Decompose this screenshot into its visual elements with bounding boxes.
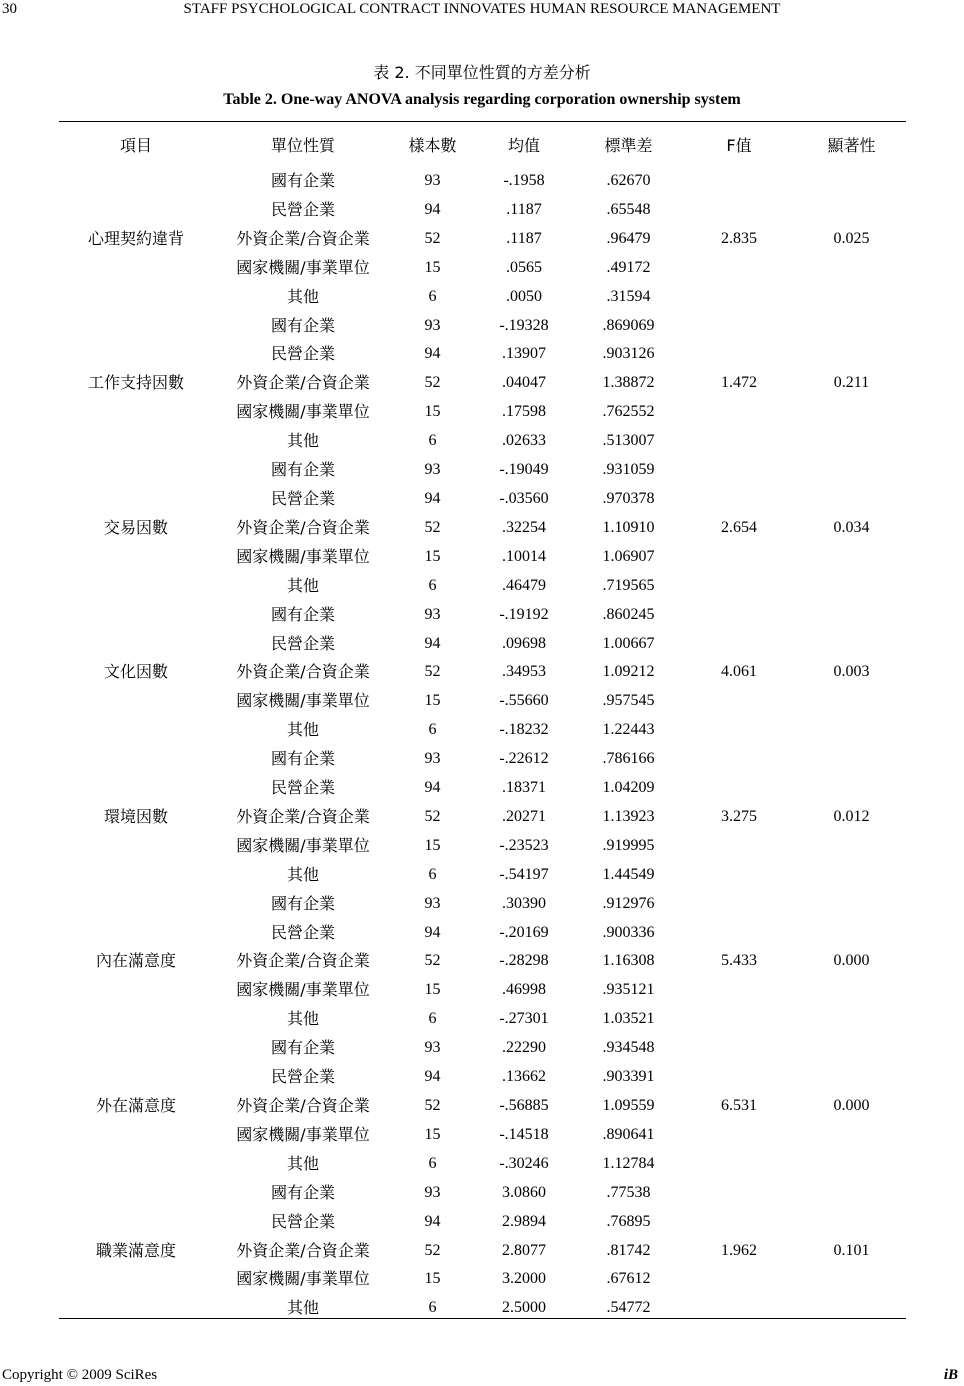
cell-unit-type: 國有企業: [270, 604, 335, 624]
table-row: [59, 890, 906, 919]
table-top-rule: [59, 121, 906, 122]
cell-mean: .02633: [502, 432, 546, 450]
cell-sample-size: 15: [424, 258, 441, 276]
cell-mean: .22290: [502, 1039, 546, 1057]
cell-mean: .04047: [502, 374, 546, 392]
cell-mean: .1187: [506, 200, 542, 218]
cell-std-dev: 1.03521: [602, 1010, 655, 1028]
anova-table: [59, 130, 906, 1323]
cell-std-dev: 1.06907: [602, 547, 655, 565]
cell-std-dev: .903391: [602, 1068, 655, 1086]
header-unit-type: 單位性質: [270, 136, 335, 155]
cell-item: 環境因數: [103, 806, 168, 826]
cell-unit-type: 國有企業: [270, 1182, 335, 1202]
cell-unit-type: 國家機關/事業單位: [236, 835, 370, 855]
running-head: [0, 0, 964, 20]
cell-sample-size: 15: [424, 403, 441, 421]
cell-unit-type: 其他: [286, 1009, 319, 1029]
cell-mean: .0050: [506, 287, 542, 305]
cell-item: 文化因數: [103, 662, 168, 682]
cell-std-dev: 1.44549: [602, 865, 655, 883]
cell-f-value: 4.061: [721, 663, 757, 681]
cell-sample-size: 93: [424, 1183, 441, 1201]
cell-unit-type: 其他: [286, 1153, 319, 1173]
cell-mean: -.22612: [499, 750, 549, 768]
cell-std-dev: .890641: [602, 1125, 655, 1143]
cell-sample-size: 94: [424, 200, 441, 218]
cell-std-dev: .935121: [602, 981, 655, 999]
cell-mean: -.03560: [499, 489, 549, 507]
table-row: [59, 167, 906, 196]
cell-significance: 0.000: [833, 952, 870, 970]
cell-f-value: 6.531: [721, 1097, 757, 1114]
cell-unit-type: 民營企業: [270, 199, 335, 219]
cell-unit-type: 外資企業/合資企業: [236, 373, 370, 393]
cell-sample-size: 93: [424, 605, 441, 623]
cell-mean: -.1958: [503, 172, 545, 189]
cell-unit-type: 國有企業: [270, 315, 335, 335]
cell-unit-type: 外資企業/合資企業: [236, 662, 370, 682]
cell-std-dev: .934548: [602, 1039, 655, 1057]
cell-sample-size: 6: [428, 287, 437, 305]
cell-sample-size: 93: [424, 894, 441, 912]
cell-mean: 3.0860: [502, 1183, 546, 1201]
cell-std-dev: .81742: [606, 1241, 651, 1259]
cell-std-dev: .67612: [606, 1270, 651, 1288]
cell-significance: 0.025: [833, 229, 870, 247]
cell-std-dev: .860245: [602, 605, 655, 623]
cell-unit-type: 民營企業: [270, 1211, 335, 1231]
cell-std-dev: .96479: [606, 229, 651, 247]
cell-std-dev: .719565: [602, 576, 655, 594]
table-row: [59, 601, 906, 630]
cell-unit-type: 其他: [286, 286, 319, 306]
cell-unit-type: 民營企業: [270, 488, 335, 508]
cell-unit-type: 國有企業: [270, 1038, 335, 1058]
cell-significance: 0.034: [833, 518, 870, 536]
cell-sample-size: 6: [428, 865, 437, 883]
cell-significance: 0.000: [833, 1097, 870, 1114]
cell-std-dev: .931059: [602, 461, 655, 479]
cell-f-value: 3.275: [721, 807, 757, 825]
cell-std-dev: 1.38872: [602, 374, 655, 392]
copyright-notice: Copyright © 2009 SciRes: [2, 1367, 158, 1383]
table-caption-english: Table 2. One-way ANOVA analysis regarding corporation ownership system: [223, 91, 741, 108]
cell-sample-size: 52: [424, 374, 441, 392]
cell-unit-type: 其他: [286, 431, 319, 451]
cell-mean: 2.5000: [502, 1299, 546, 1317]
cell-std-dev: 1.12784: [602, 1154, 655, 1172]
cell-sample-size: 52: [424, 1097, 441, 1114]
cell-std-dev: .65548: [606, 200, 651, 218]
cell-unit-type: 外資企業/合資企業: [236, 1240, 370, 1260]
cell-item: 外在滿意度: [95, 1096, 176, 1115]
cell-unit-type: 其他: [286, 575, 319, 595]
cell-mean: .46479: [502, 576, 546, 594]
cell-mean: .17598: [502, 403, 546, 421]
cell-std-dev: .912976: [602, 894, 655, 912]
cell-mean: -.55660: [499, 692, 549, 710]
cell-std-dev: .762552: [602, 403, 655, 421]
cell-mean: 3.2000: [502, 1270, 546, 1288]
table-bottom-rule: [59, 1318, 906, 1319]
cell-mean: -.18232: [499, 721, 549, 739]
cell-unit-type: 國有企業: [270, 171, 335, 190]
cell-f-value: 2.654: [721, 518, 757, 536]
cell-sample-size: 6: [428, 1010, 437, 1028]
cell-significance: 0.012: [833, 807, 870, 825]
cell-std-dev: .76895: [606, 1212, 651, 1230]
cell-mean: -.23523: [499, 836, 549, 854]
cell-mean: .0565: [506, 258, 542, 276]
cell-std-dev: .957545: [602, 692, 655, 710]
cell-sample-size: 93: [424, 750, 441, 768]
journal-title: STAFF PSYCHOLOGICAL CONTRACT INNOVATES HUMAN RESOURCE MANAGEMENT: [183, 1, 781, 17]
cell-sample-size: 93: [424, 1039, 441, 1057]
cell-sample-size: 94: [424, 634, 441, 652]
cell-unit-type: 其他: [286, 720, 319, 740]
cell-std-dev: .77538: [606, 1183, 651, 1201]
table-caption-chinese: 表 2. 不同單位性質的方差分析: [373, 63, 591, 82]
cell-f-value: 2.835: [721, 229, 757, 247]
cell-unit-type: 國家機關/事業單位: [236, 257, 370, 277]
cell-significance: 0.211: [833, 374, 870, 392]
cell-mean: .46998: [502, 981, 546, 999]
cell-mean: .18371: [502, 779, 546, 797]
cell-sample-size: 15: [424, 692, 441, 710]
cell-item: 內在滿意度: [95, 951, 176, 971]
cell-std-dev: .49172: [606, 258, 651, 276]
cell-mean: .34953: [502, 663, 546, 681]
cell-unit-type: 國有企業: [270, 893, 335, 913]
cell-mean: -.19049: [499, 461, 549, 479]
publisher-brand: iB: [943, 1367, 958, 1383]
cell-mean: .1187: [506, 229, 542, 247]
cell-std-dev: .869069: [602, 316, 655, 334]
cell-sample-size: 52: [424, 518, 441, 536]
cell-std-dev: 1.09559: [602, 1097, 655, 1114]
cell-sample-size: 94: [424, 489, 441, 507]
cell-sample-size: 94: [424, 345, 441, 363]
cell-mean: -.14518: [499, 1125, 549, 1143]
header-std-dev: 標準差: [604, 136, 653, 155]
cell-unit-type: 國家機關/事業單位: [236, 1124, 370, 1144]
cell-unit-type: 民營企業: [270, 633, 335, 653]
table-body: [59, 167, 906, 1323]
cell-unit-type: 民營企業: [270, 778, 335, 798]
cell-unit-type: 其他: [286, 864, 319, 884]
header-significance: 顯著性: [827, 136, 876, 155]
cell-sample-size: 6: [428, 721, 437, 739]
cell-mean: 2.9894: [502, 1212, 546, 1230]
table-row: [59, 312, 906, 341]
cell-item: 職業滿意度: [95, 1240, 176, 1260]
cell-significance: 0.003: [833, 663, 870, 681]
cell-mean: .13907: [502, 345, 546, 363]
cell-std-dev: 1.22443: [602, 721, 655, 739]
cell-f-value: 1.962: [721, 1241, 757, 1259]
cell-mean: .09698: [502, 634, 546, 652]
cell-sample-size: 15: [424, 981, 441, 999]
cell-sample-size: 93: [424, 461, 441, 479]
cell-mean: -.30246: [499, 1154, 549, 1172]
cell-mean: -.19328: [499, 316, 549, 334]
cell-sample-size: 6: [428, 1154, 437, 1172]
cell-std-dev: .970378: [602, 489, 655, 507]
cell-mean: .13662: [502, 1068, 546, 1086]
cell-std-dev: .54772: [606, 1299, 651, 1317]
table-row: [59, 456, 906, 485]
cell-mean: -.56885: [499, 1097, 549, 1114]
cell-sample-size: 15: [424, 1270, 441, 1288]
cell-f-value: 1.472: [721, 374, 757, 392]
cell-std-dev: .62670: [606, 172, 651, 189]
cell-std-dev: .903126: [602, 345, 655, 363]
cell-std-dev: .513007: [602, 432, 655, 450]
cell-std-dev: 1.13923: [602, 807, 655, 825]
cell-mean: -.54197: [499, 865, 549, 883]
cell-std-dev: 1.09212: [602, 663, 655, 681]
table-row: [59, 1179, 906, 1208]
cell-sample-size: 93: [424, 316, 441, 334]
cell-std-dev: 1.16308: [602, 952, 655, 970]
header-item: 項目: [119, 136, 152, 155]
cell-unit-type: 國家機關/事業單位: [236, 546, 370, 566]
cell-std-dev: 1.10910: [602, 518, 655, 536]
cell-sample-size: 94: [424, 1212, 441, 1230]
cell-mean: .32254: [502, 518, 546, 536]
cell-mean: 2.8077: [502, 1241, 546, 1259]
cell-unit-type: 民營企業: [270, 1067, 335, 1087]
cell-unit-type: 國家機關/事業單位: [236, 402, 370, 422]
header-sample-size: 樣本數: [408, 136, 457, 155]
cell-sample-size: 52: [424, 807, 441, 825]
cell-unit-type: 外資企業/合資企業: [236, 517, 370, 537]
cell-sample-size: 52: [424, 1241, 441, 1259]
cell-std-dev: 1.00667: [602, 634, 655, 652]
cell-std-dev: .919995: [602, 836, 655, 854]
cell-sample-size: 15: [424, 1125, 441, 1143]
cell-sample-size: 94: [424, 779, 441, 797]
cell-sample-size: 52: [424, 229, 441, 247]
cell-unit-type: 外資企業/合資企業: [236, 1096, 370, 1115]
cell-significance: 0.101: [833, 1241, 870, 1259]
cell-unit-type: 外資企業/合資企業: [236, 806, 370, 826]
cell-std-dev: 1.04209: [602, 779, 655, 797]
table-row: [59, 745, 906, 774]
cell-std-dev: .900336: [602, 923, 655, 941]
cell-item: 工作支持因數: [87, 373, 184, 393]
cell-unit-type: 民營企業: [270, 922, 335, 942]
cell-mean: .30390: [502, 894, 546, 912]
cell-sample-size: 6: [428, 1299, 437, 1317]
cell-unit-type: 其他: [286, 1298, 319, 1318]
page-number: 30: [2, 1, 17, 17]
cell-unit-type: 外資企業/合資企業: [236, 951, 370, 971]
cell-sample-size: 15: [424, 836, 441, 854]
cell-unit-type: 外資企業/合資企業: [236, 228, 370, 248]
cell-std-dev: .31594: [606, 287, 651, 305]
cell-mean: -.27301: [499, 1010, 549, 1028]
cell-mean: .10014: [502, 547, 546, 565]
cell-item: 心理契約違背: [87, 228, 184, 248]
cell-sample-size: 52: [424, 663, 441, 681]
cell-item: 交易因數: [103, 517, 168, 537]
cell-std-dev: .786166: [602, 750, 655, 768]
cell-unit-type: 國家機關/事業單位: [236, 1269, 370, 1289]
cell-sample-size: 93: [424, 172, 441, 189]
cell-unit-type: 國有企業: [270, 749, 335, 769]
header-f-value: F值: [726, 136, 752, 155]
cell-mean: -.28298: [499, 952, 549, 970]
table-row: [59, 1034, 906, 1063]
cell-mean: .20271: [502, 807, 546, 825]
cell-sample-size: 15: [424, 547, 441, 565]
cell-unit-type: 民營企業: [270, 344, 335, 364]
cell-sample-size: 94: [424, 1068, 441, 1086]
cell-f-value: 5.433: [721, 952, 757, 970]
cell-sample-size: 6: [428, 576, 437, 594]
cell-sample-size: 6: [428, 432, 437, 450]
cell-unit-type: 國有企業: [270, 460, 335, 480]
cell-sample-size: 94: [424, 923, 441, 941]
cell-unit-type: 國家機關/事業單位: [236, 980, 370, 1000]
cell-mean: -.19192: [499, 605, 549, 623]
cell-unit-type: 國家機關/事業單位: [236, 691, 370, 711]
cell-sample-size: 52: [424, 952, 441, 970]
table-header-row: [59, 130, 906, 167]
cell-mean: -.20169: [499, 923, 549, 941]
header-mean: 均值: [507, 136, 540, 155]
